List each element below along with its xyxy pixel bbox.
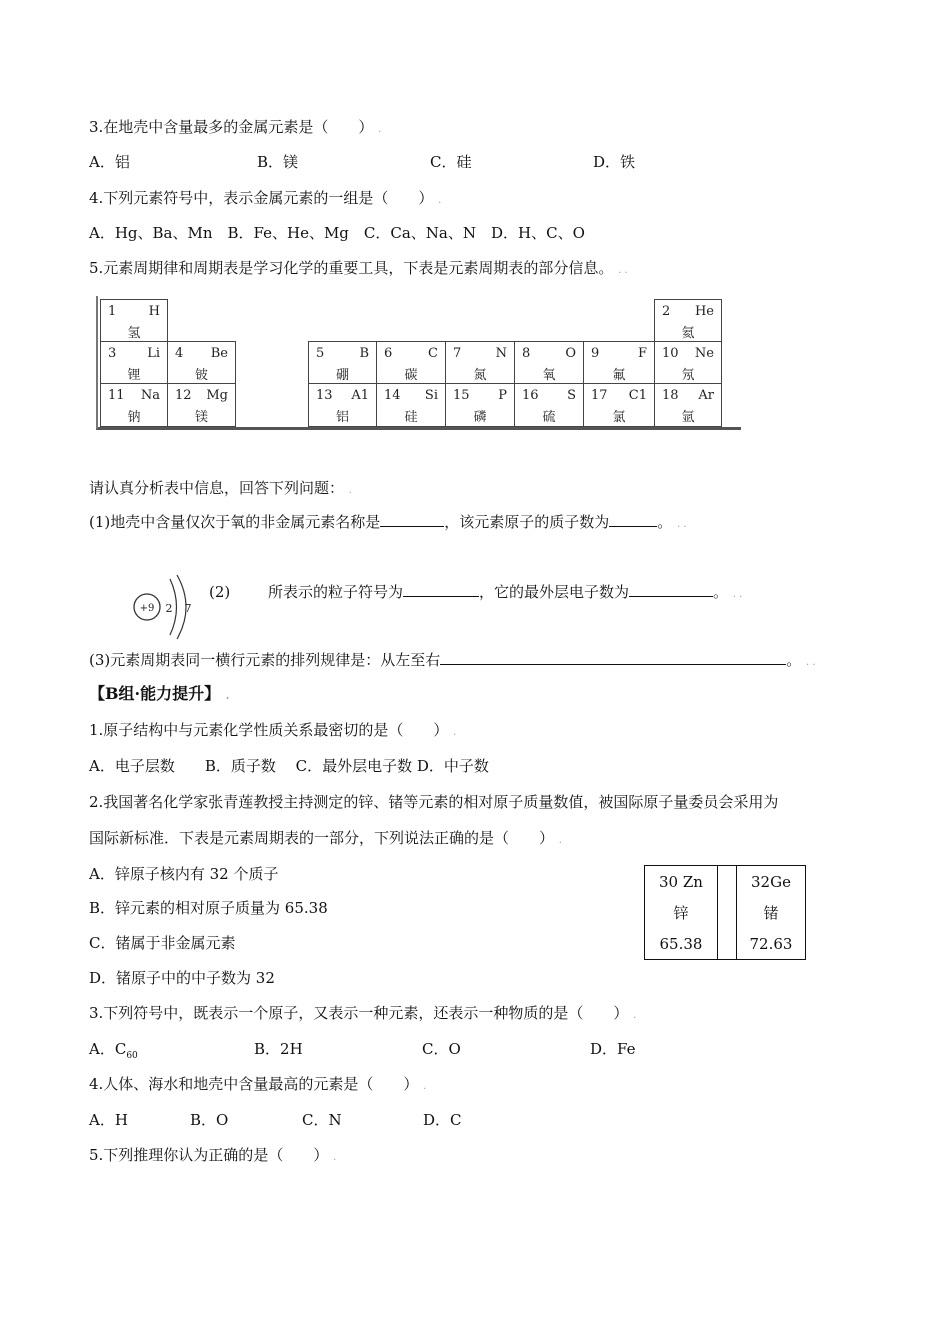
element-cell: 8 O 氧: [514, 341, 584, 384]
ge-cell: [737, 866, 806, 960]
element-cell: 2 He 氦: [654, 299, 722, 342]
zn-head: 30 Zn: [659, 873, 703, 891]
element-cell: 1 H 氢: [100, 299, 168, 342]
zn-ge-table: [644, 865, 806, 960]
b4-option-b: B．O: [190, 1111, 229, 1129]
b2-stem-line2: 国际新标准．下表是元素周期表的一部分，下列说法正确的是（ ） .: [89, 829, 562, 847]
element-cell: 6 C 碳: [376, 341, 446, 384]
element-cell: 10 Ne 氖: [654, 341, 722, 384]
element-cell: 11 Na 钠: [100, 383, 168, 427]
b2-stem-line1: 2.我国著名化学家张青莲教授主持测定的锌、锗等元素的相对原子质量数值，被国际原子量委员会采用为: [89, 793, 779, 811]
q5-sub3: (3)元素周期表同一横行元素的排列规律是：从左至右 。 . .: [89, 651, 816, 669]
q5-sub2: 所表示的粒子符号为 ，它的最外层电子数为 。 . .: [268, 583, 743, 601]
element-cell: 18 Ar 氩: [654, 383, 722, 427]
element-cell: 17 C1 氯: [583, 383, 655, 427]
q3-option-a: A．铝: [89, 153, 130, 171]
ge-head: 32Ge: [751, 873, 791, 891]
q4-options: A．Hg、Ba、Mn B．Fe、He、Mg C．Ca、Na、N D．H、C、O: [89, 224, 585, 242]
q5-sub1: (1)地壳中含量仅次于氧的非金属元素名称是 ，该元素原子的质子数为 。 . .: [89, 513, 687, 531]
element-cell: 7 N 氮: [445, 341, 515, 384]
nucleus-charge: +9: [139, 603, 155, 614]
b2-option-c: C．锗属于非金属元素: [89, 934, 236, 952]
element-cell: 16 S 硫: [514, 383, 584, 427]
q5-sub2-label: (2): [209, 583, 231, 601]
b2-option-d: D．锗原子中的中子数为 32: [89, 969, 275, 987]
ge-mass: 72.63: [749, 935, 793, 953]
b3-option-b: B．2H: [254, 1040, 303, 1058]
element-cell: 9 F 氟: [583, 341, 655, 384]
answer-blank[interactable]: [440, 650, 786, 665]
atom-structure-diagram: [125, 574, 200, 640]
b5-stem: 5.下列推理你认为正确的是（ ） .: [89, 1146, 337, 1164]
answer-blank[interactable]: [403, 582, 479, 597]
element-cell: 4 Be 铍: [167, 341, 236, 384]
q5-intro: 请认真分析表中信息，回答下列问题： .: [89, 479, 352, 497]
q3-option-c: C．硅: [430, 153, 472, 171]
table-bottom-rule: [96, 427, 741, 430]
b4-option-c: C．N: [302, 1111, 342, 1129]
answer-blank[interactable]: [609, 512, 657, 527]
element-cell: 3 Li 锂: [100, 341, 168, 384]
gap-cell: [718, 866, 737, 960]
answer-blank[interactable]: [629, 582, 713, 597]
section-b-title: 【B组·能力提升】 .: [89, 684, 230, 703]
shell-electron-count: 2: [165, 602, 173, 615]
b2-option-b: B．锌元素的相对原子质量为 65.38: [89, 899, 328, 917]
zn-cell: [645, 866, 718, 960]
element-cell: 5 B 硼: [308, 341, 377, 384]
ge-name: 锗: [763, 904, 779, 922]
element-cell: 14 Si 硅: [376, 383, 446, 427]
zn-name: 锌: [673, 904, 689, 922]
b1-options: A．电子层数 B．质子数 C．最外层电子数 D．中子数: [89, 757, 489, 775]
zn-mass: 65.38: [659, 935, 703, 953]
element-cell: 12 Mg 镁: [167, 383, 236, 427]
element-cell: 15 P 磷: [445, 383, 515, 427]
b4-option-a: A．H: [89, 1111, 128, 1129]
q5-stem: 5.元素周期律和周期表是学习化学的重要工具，下表是元素周期表的部分信息。 . .: [89, 259, 628, 277]
element-cell: 13 A1 铝: [308, 383, 377, 427]
b3-option-c: C．O: [422, 1040, 461, 1058]
b2-option-a: A．锌原子核内有 32 个质子: [89, 865, 279, 883]
b1-stem: 1.原子结构中与元素化学性质关系最密切的是（ ） .: [89, 721, 457, 739]
q3-stem: 3.在地壳中含量最多的金属元素是（ ） .: [89, 118, 382, 136]
shell-electron-count: 7: [184, 602, 192, 615]
b4-stem: 4.人体、海水和地壳中含量最高的元素是（ ） .: [89, 1075, 427, 1093]
b3-stem: 3.下列符号中，既表示一个原子，又表示一种元素，还表示一种物质的是（ ） .: [89, 1004, 637, 1022]
q3-option-b: B．镁: [257, 153, 299, 171]
q4-stem: 4.下列元素符号中，表示金属元素的一组是（ ） .: [89, 189, 442, 207]
b4-option-d: D．C: [423, 1111, 462, 1129]
table-left-rule: [96, 296, 98, 429]
answer-blank[interactable]: [380, 512, 444, 527]
b3-option-d: D．Fe: [590, 1040, 636, 1058]
q3-option-d: D．铁: [593, 153, 636, 171]
b3-option-a: A．$C_{60}$: [89, 1040, 138, 1061]
